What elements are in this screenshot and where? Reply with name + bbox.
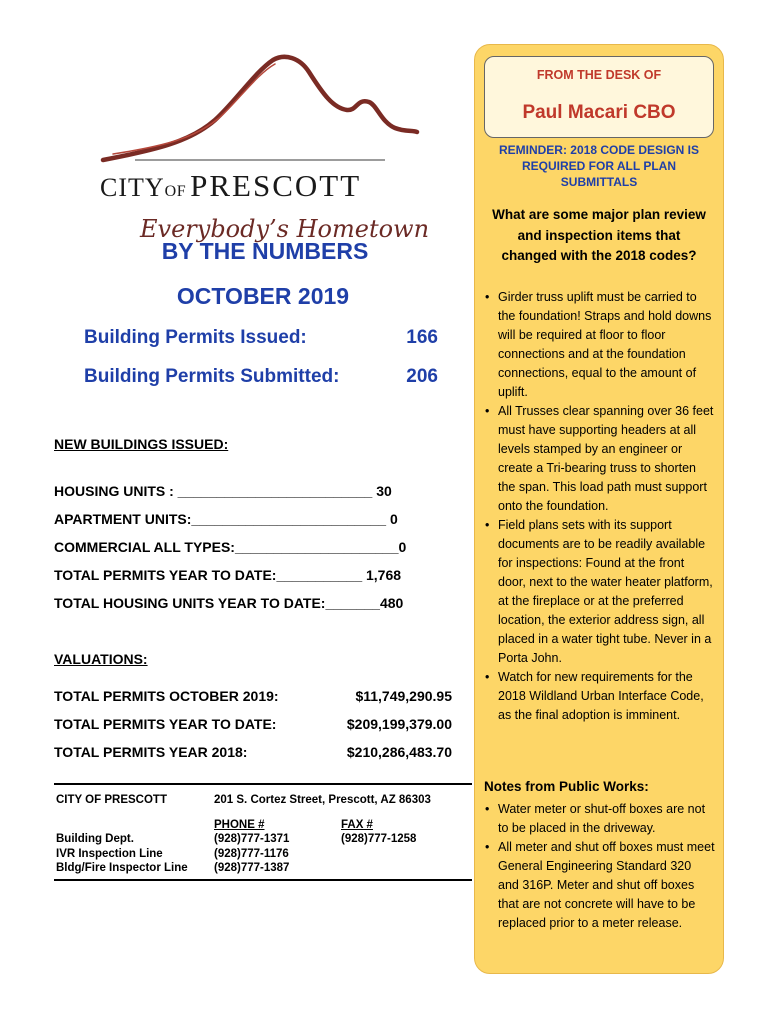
logo-tagline: Everybody’s Hometown (140, 215, 430, 243)
sidebar-panel (474, 44, 724, 974)
contact-block (54, 783, 472, 881)
valuation-label: TOTAL PERMITS OCTOBER 2019: (54, 688, 279, 704)
logo-prescott: PRESCOTT (190, 168, 362, 203)
permits-submitted-label: Building Permits Submitted: (84, 366, 340, 387)
valuations-heading: VALUATIONS: (54, 651, 148, 667)
plan-review-list (483, 288, 715, 725)
public-works-heading: Notes from Public Works: (484, 779, 649, 794)
stat-row: HOUSING UNITS : _________________________ 30 (54, 483, 392, 499)
contact-phone: (928)777-1387 (214, 862, 290, 874)
permits-issued-value: 166 (406, 327, 438, 348)
valuation-amount: $11,749,290.95 (355, 688, 452, 704)
list-item: • Field plans sets with its support documents are to be readily available for inspections: Found at the front door, next to the water heater platform, at the fireplace or at the preferred location, the exterior address sign, all placed in a water tight tube. Never in a Porta John. (483, 516, 715, 668)
contact-address: 201 S. Cortez Street, Prescott, AZ 86303 (214, 794, 431, 806)
valuation-label: TOTAL PERMITS YEAR TO DATE: (54, 716, 277, 732)
logo-of: OF (164, 183, 187, 200)
stat-row: APARTMENT UNITS:_________________________ 0 (54, 511, 398, 527)
contact-name: IVR Inspection Line (56, 848, 163, 860)
stat-row: TOTAL PERMITS YEAR TO DATE:___________ 1,768 (54, 567, 402, 583)
code-reminder: REMINDER: 2018 CODE DESIGN IS REQUIRED FOR ALL PLAN SUBMITTALS (498, 143, 700, 189)
contact-fax: (928)777-1258 (341, 833, 417, 845)
new-buildings-heading: NEW BUILDINGS ISSUED: (54, 436, 229, 452)
logo-wordmark (100, 168, 425, 204)
plan-review-question: What are some major plan review and inspection items that changed with the 2018 codes? (492, 207, 706, 263)
logo-city: CITY (100, 173, 165, 202)
list-item: • All Trusses clear spanning over 36 feet must have supporting headers at all levels stamped by an engineer or create a Tri-bearing truss to shorten the span. This load path must support onto the foundation. (483, 402, 715, 516)
list-item: • Watch for new requirements for the 2018 Wildland Urban Interface Code, as the final adoption is imminent. (483, 668, 715, 725)
author-name: Paul Macari CBO (522, 102, 676, 123)
valuation-amount: $210,286,483.70 (346, 744, 452, 760)
permits-issued-label: Building Permits Issued: (84, 327, 307, 348)
valuation-label: TOTAL PERMITS YEAR 2018: (54, 744, 248, 760)
phone-header: PHONE # (214, 819, 265, 831)
list-item: • Girder truss uplift must be carried to the foundation! Straps and hold downs will be required at floor to floor connections and at the foundation connections, equal to the amount of uplift. (483, 288, 715, 402)
contact-org: CITY OF PRESCOTT (56, 794, 167, 806)
contact-name: Bldg/Fire Inspector Line (56, 862, 188, 874)
stat-row: TOTAL HOUSING UNITS YEAR TO DATE:_______480 (54, 595, 404, 611)
contact-phone: (928)777-1371 (214, 833, 290, 845)
from-desk-label: FROM THE DESK OF (536, 68, 662, 82)
page-title: BY THE NUMBERS (161, 238, 369, 264)
mountain-logo-icon (95, 50, 425, 170)
list-item: • All meter and shut off boxes must meet General Engineering Standard 320 and 316P. Meter and shut off boxes that are not concrete will have to be replaced prior to a meter release. (483, 838, 715, 933)
permits-submitted-value: 206 (406, 366, 438, 387)
from-desk-box (484, 56, 714, 138)
stat-row: COMMERCIAL ALL TYPES:_____________________0 (54, 539, 407, 555)
contact-phone: (928)777-1176 (214, 848, 289, 860)
city-logo (95, 50, 430, 243)
list-item: • Water meter or shut-off boxes are not to be placed in the driveway. (483, 800, 715, 838)
public-works-list (483, 800, 715, 933)
report-period: OCTOBER 2019 (176, 283, 350, 309)
contact-name: Building Dept. (56, 833, 134, 845)
valuation-amount: $209,199,379.00 (346, 716, 452, 732)
fax-header: FAX # (341, 819, 373, 831)
